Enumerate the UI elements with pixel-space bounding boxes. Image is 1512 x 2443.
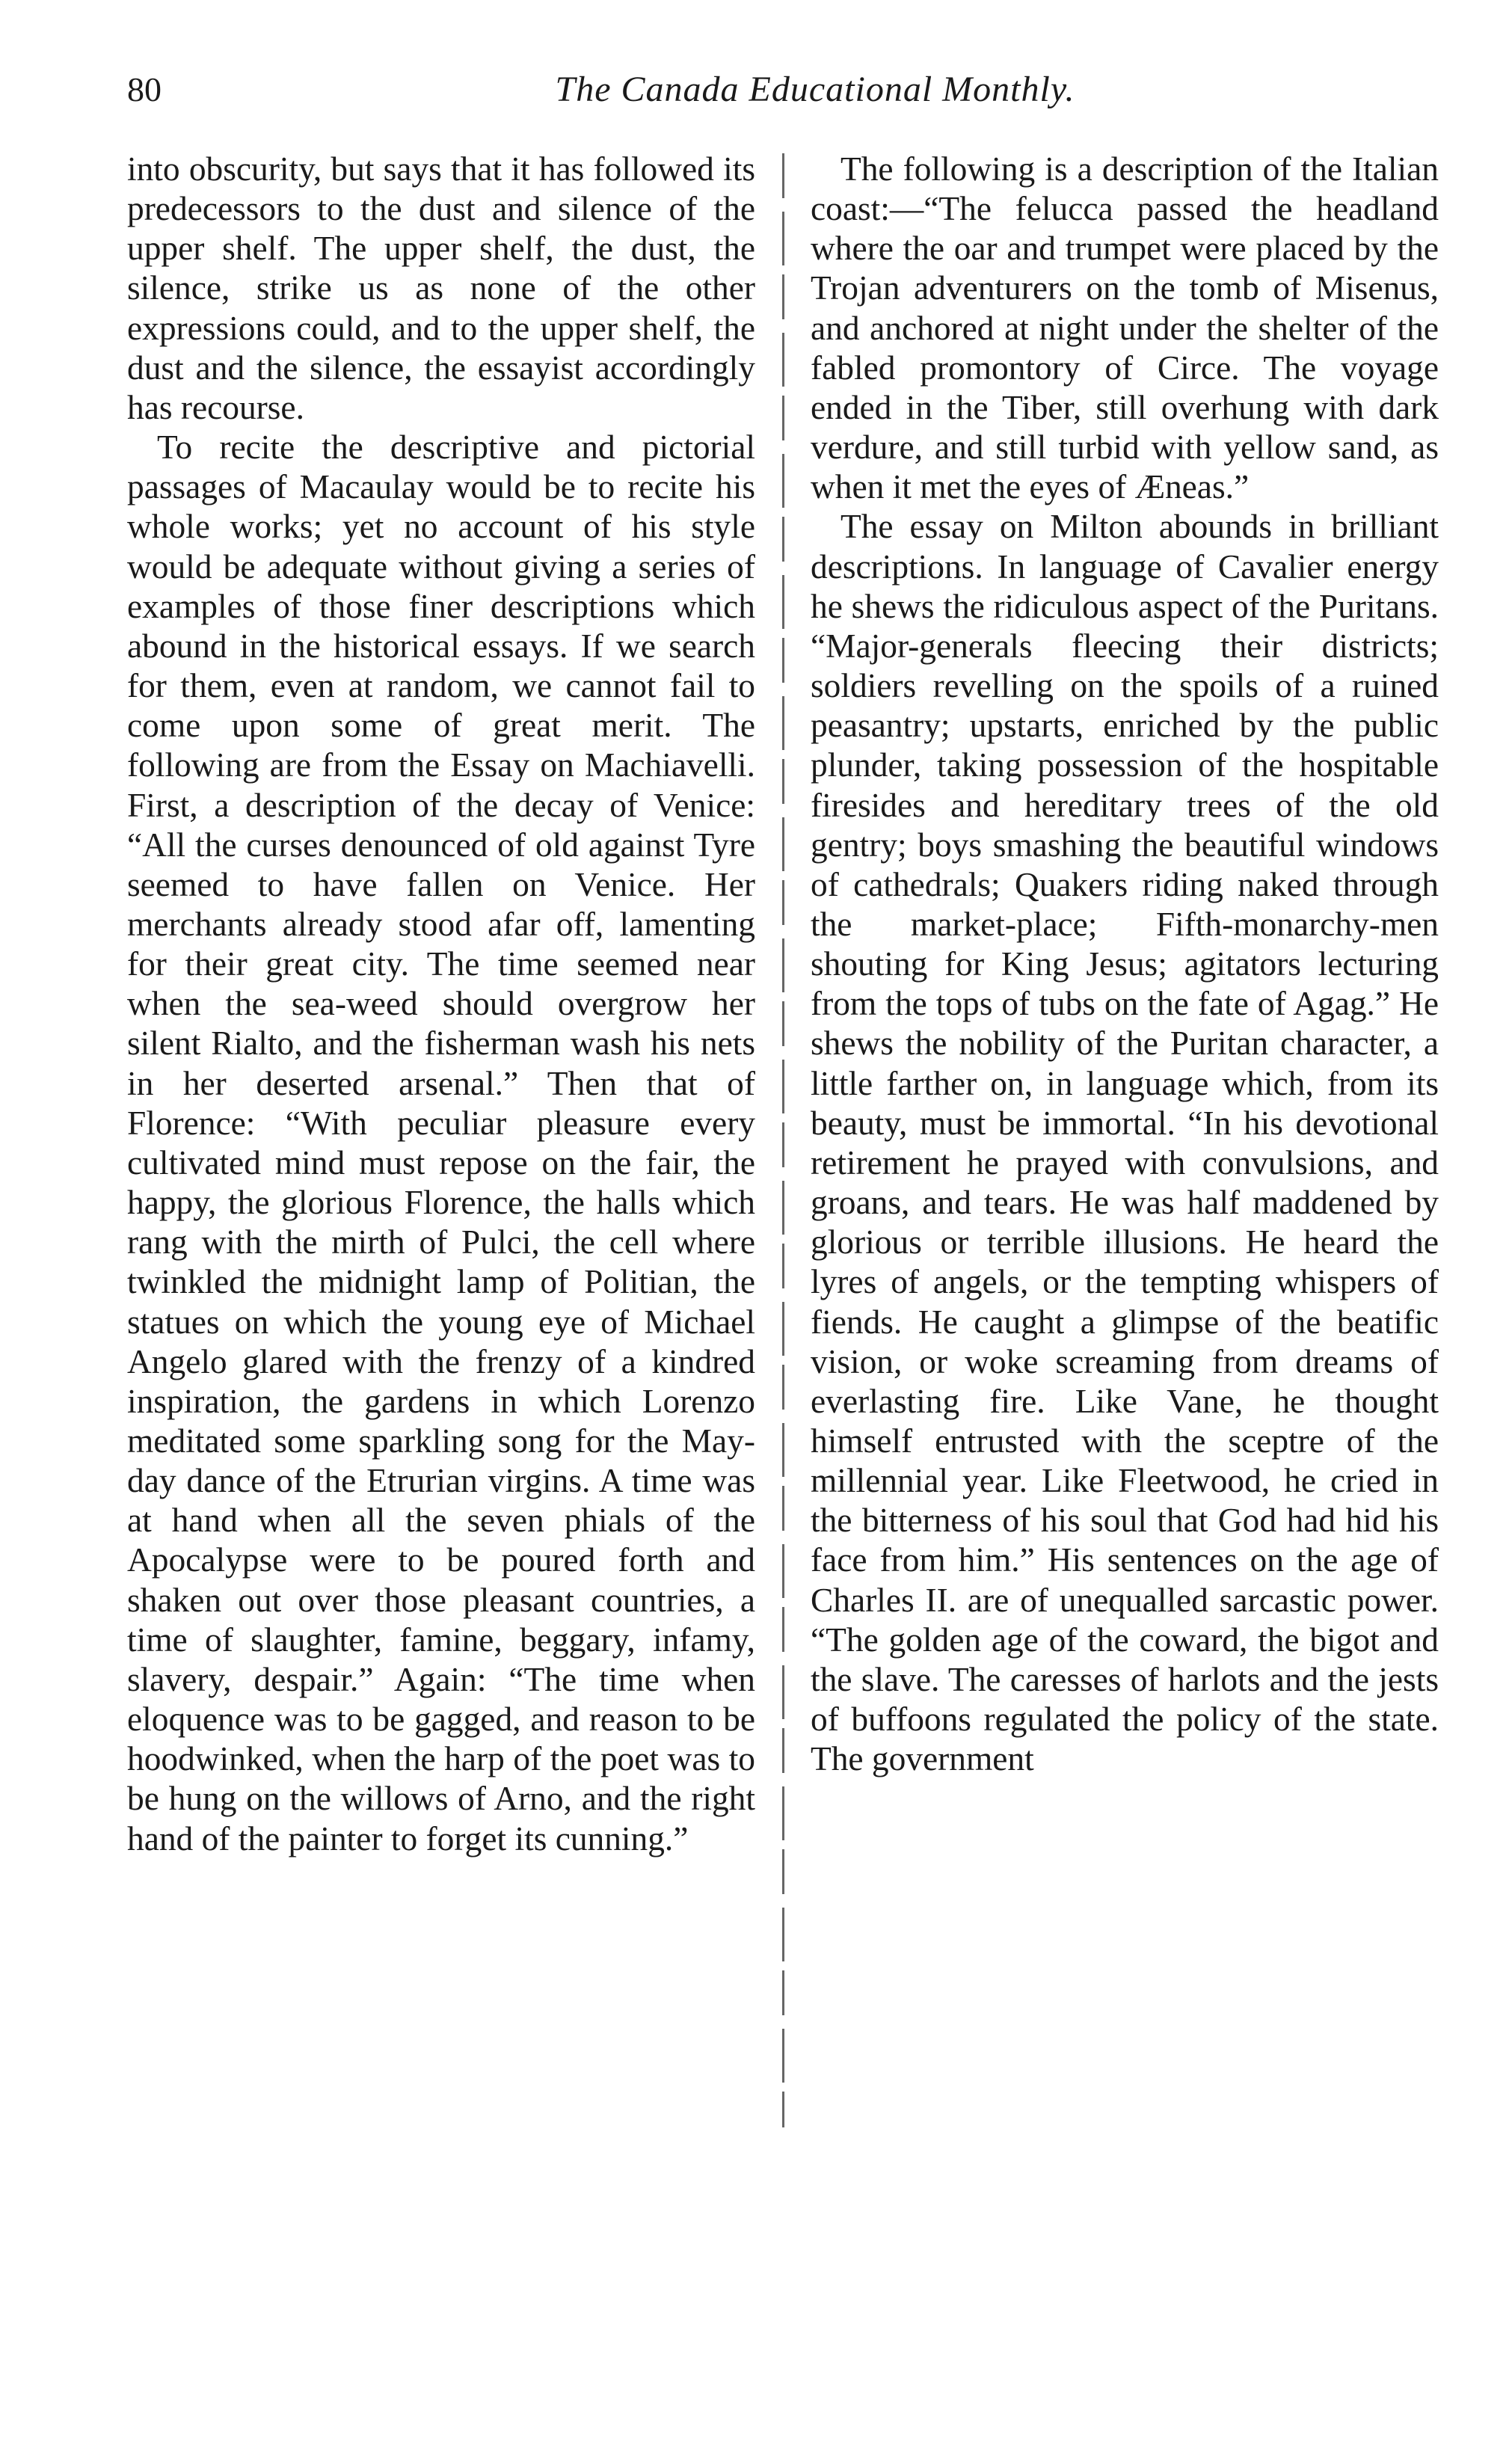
page-header <box>127 67 1451 127</box>
paragraph-macaulay-descriptions: To recite the descriptive and pictorial passages of Macaulay would be to recite his whole works; yet no account of his style would be adequate without giving a series of examples of those finer descriptions which abound in the historical essays. If we search for them, even at random, we cannot fail to come upon some of great merit. The following are from the Essay on Machiavelli. First, a description of the decay of Venice: “All the curses denounced of old against Tyre seemed to have fallen on Venice. Her merchants already stood afar off, lamenting for their great city. The time seemed near when the sea-weed should overgrow her silent Rialto, and the fisherman wash his nets in her deserted arsenal.” Then that of Florence: “With peculiar pleasure every cultivated mind must repose on the fair, the happy, the glorious Florence, the halls which rang with the mirth of Pulci, the cell where twinkled the midnight lamp of Politian, the statues on which the young eye of Michael Angelo glared with the frenzy of a kindred inspiration, the gardens in which Lorenzo meditated some sparkling song for the May-day dance of the Etrurian virgins. A time was at hand when all the seven phials of the Apocalypse were to be poured forth and shaken out over those pleasant countries, a time of slaughter, famine, beggary, infamy, slavery, despair.” Again: “The time when eloquence was to be gagged, and reason to be hoodwinked, when the harp of the poet was to be hung on the willows of Arno, and the right hand of the painter to forget its cunning.” <box>127 428 755 1857</box>
running-title: The Canada Educational Monthly. <box>555 70 1075 109</box>
page-number: 80 <box>127 70 162 108</box>
column-divider <box>782 153 784 2127</box>
right-column <box>811 150 1439 1779</box>
paragraph-milton-essay: The essay on Milton abounds in brilliant descriptions. In language of Cavalier energy he shews the ridiculous aspect of the Puritans. “Major-generals fleecing their districts; soldiers revelling on the spoils of a ruined peasantry; upstarts, enriched by the public plunder, taking possession of the hospitable firesides and hereditary trees of the old gentry; boys smashing the beautiful windows of cathedrals; Quakers riding naked through the market-place; Fifth-monarchy-men shouting for King Jesus; agitators lecturing from the tops of tubs on the fate of Agag.” He shews the nobility of the Puritan character, a little farther on, in language which, from its beauty, must be immortal. “In his devotional retirement he prayed with convulsions, and groans, and tears. He was half maddened by glorious or terrible illusions. He heard the lyres of angels, or the tempting whispers of fiends. He caught a glimpse of the beatific vision, or woke screaming from dreams of everlasting fire. Like Vane, he thought himself entrusted with the sceptre of the millennial year. Like Fleetwood, he cried in the bitterness of his soul that God had hid his face from him.” His sentences on the age of Charles II. are of unequalled sarcastic power. “The golden age of the coward, the bigot and the slave. The caresses of harlots and the jests of buffoons regulated the policy of the state. The government <box>811 508 1439 1778</box>
paragraph-continuation: into obscurity, but says that it has followed its predecessors to the dust and silence of the upper shelf. The upper shelf, the dust, the silence, strike us as none of the other expressions could, and to the upper shelf, the dust and the silence, the essayist accordingly has recourse. <box>127 150 755 426</box>
left-column <box>127 150 755 1859</box>
paragraph-italian-coast: The following is a description of the Italian coast:—“The felucca passed the headland where the oar and trumpet were placed by the Trojan adventurers on the tomb of Misenus, and anchored at night under the shelter of the fabled promontory of Circe. The voyage ended in the Tiber, still overhung with dark verdure, and still turbid with yellow sand, as when it met the eyes of Æneas.” <box>811 150 1439 506</box>
